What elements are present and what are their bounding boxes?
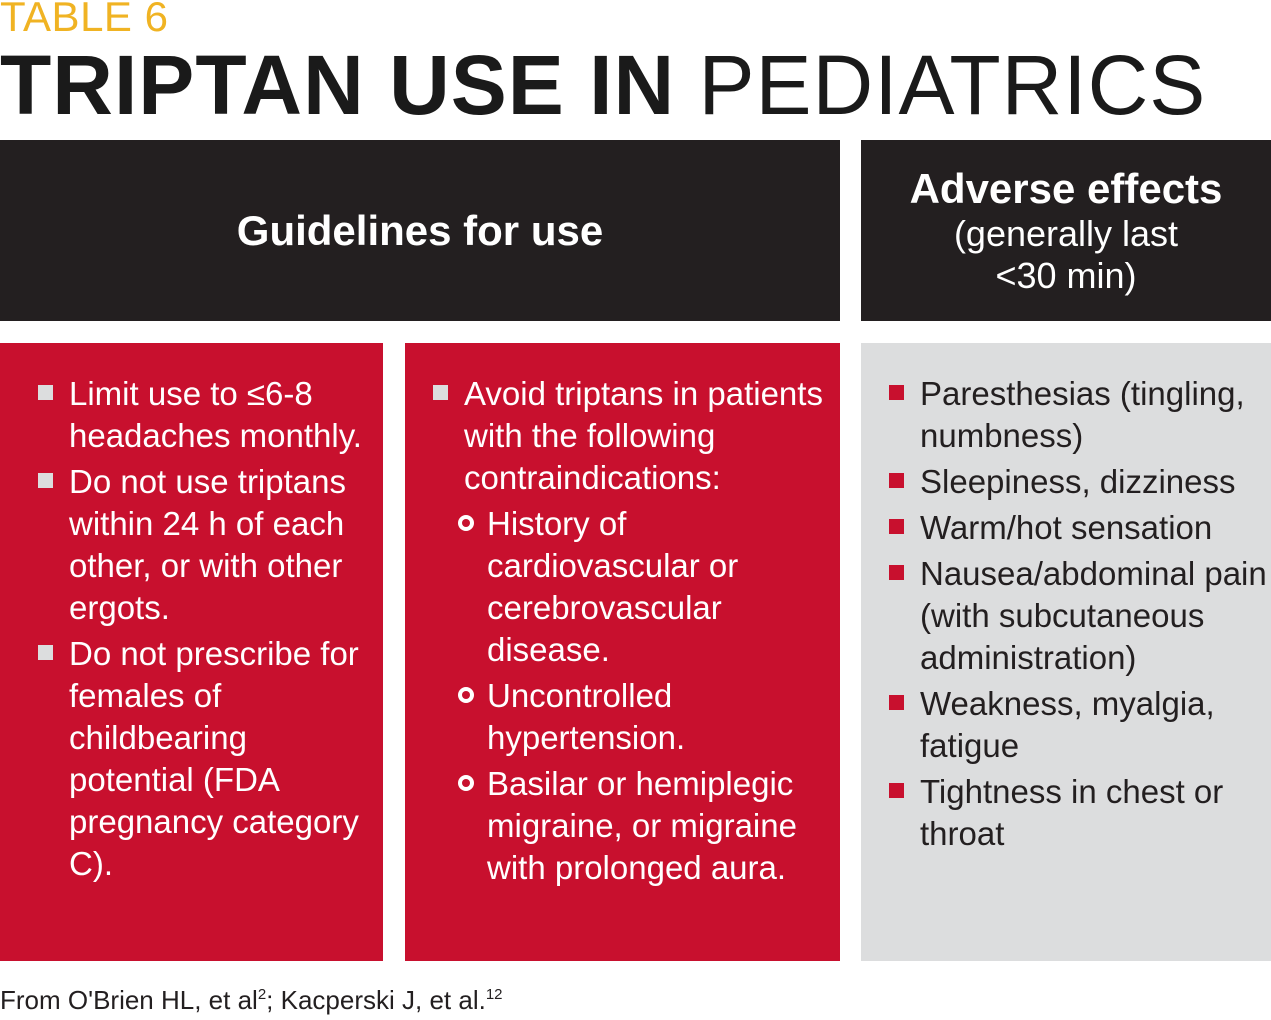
square-bullet-icon xyxy=(889,385,904,400)
list-item-text: Paresthesias (tingling, numbness) xyxy=(920,375,1245,454)
list-item xyxy=(36,461,371,629)
list-item-text: Do not prescribe for females of childbearing potential (FDA pregnancy category C). xyxy=(69,635,359,882)
adverse-subheading-line2: <30 min) xyxy=(995,254,1137,296)
list-item xyxy=(36,373,371,457)
square-bullet-icon xyxy=(38,385,53,400)
list-item-text: Warm/hot sensation xyxy=(920,509,1213,546)
list-item xyxy=(887,683,1271,767)
list-item-text: Weakness, myalgia, fatigue xyxy=(920,685,1215,764)
guidelines-left-panel xyxy=(0,343,383,961)
list-item-text: Nausea/abdominal pain (with subcutaneous administration) xyxy=(920,555,1267,676)
footnote-ref-1: 2 xyxy=(257,986,267,1003)
square-bullet-icon xyxy=(38,645,53,660)
square-bullet-icon xyxy=(889,783,904,798)
circle-bullet-icon xyxy=(458,515,474,531)
list-item xyxy=(887,771,1271,855)
circle-bullet-icon xyxy=(458,687,474,703)
square-bullet-icon xyxy=(889,565,904,580)
list-item xyxy=(887,373,1271,457)
list-item xyxy=(431,373,828,889)
adverse-effects-header xyxy=(861,140,1271,321)
list-item-text: Tightness in chest or throat xyxy=(920,773,1224,852)
guidelines-right-panel xyxy=(405,343,840,961)
sub-list-item xyxy=(458,503,828,671)
source-footnote xyxy=(0,983,503,1017)
contraindications-intro: Avoid triptans in patients with the following contraindications: xyxy=(464,375,823,496)
sub-list-item xyxy=(458,763,828,889)
list-item xyxy=(36,633,371,885)
square-bullet-icon xyxy=(889,473,904,488)
title-light: PEDIATRICS xyxy=(698,38,1207,132)
adverse-effects-list xyxy=(887,373,1271,855)
list-item-text: Limit use to ≤6-8 headaches monthly. xyxy=(69,375,362,454)
contraindications-list xyxy=(458,503,828,889)
sub-list-item-text: History of cardiovascular or cerebrovascular disease. xyxy=(487,505,739,668)
guidelines-left-list xyxy=(36,373,371,885)
sub-list-item-text: Uncontrolled hypertension. xyxy=(487,677,686,756)
square-bullet-icon xyxy=(889,519,904,534)
adverse-effects-panel xyxy=(861,343,1271,961)
list-item-text: Sleepiness, dizziness xyxy=(920,463,1236,500)
circle-bullet-icon xyxy=(458,775,474,791)
footnote-text-2: ; Kacperski J, et al. xyxy=(266,985,486,1015)
footnote-ref-2: 12 xyxy=(485,986,503,1003)
square-bullet-icon xyxy=(38,473,53,488)
guidelines-right-list xyxy=(431,373,828,889)
page-title xyxy=(0,40,1206,130)
list-item xyxy=(887,553,1271,679)
list-item xyxy=(887,507,1271,549)
guidelines-header xyxy=(0,140,840,321)
guidelines-heading: Guidelines for use xyxy=(236,206,604,254)
square-bullet-icon xyxy=(433,385,448,400)
footnote-text-1: From O'Brien HL, et al xyxy=(0,985,258,1015)
sub-list-item-text: Basilar or hemiplegic migraine, or migraine with prolonged aura. xyxy=(487,765,797,886)
adverse-heading: Adverse effects xyxy=(909,164,1223,212)
sub-list-item xyxy=(458,675,828,759)
list-item-text: Do not use triptans within 24 h of each other, or with other ergots. xyxy=(69,463,346,626)
table-label: TABLE 6 xyxy=(0,0,169,40)
square-bullet-icon xyxy=(889,695,904,710)
adverse-subheading-line1: (generally last xyxy=(953,212,1179,254)
title-bold: TRIPTAN USE IN xyxy=(0,38,676,132)
list-item xyxy=(887,461,1271,503)
